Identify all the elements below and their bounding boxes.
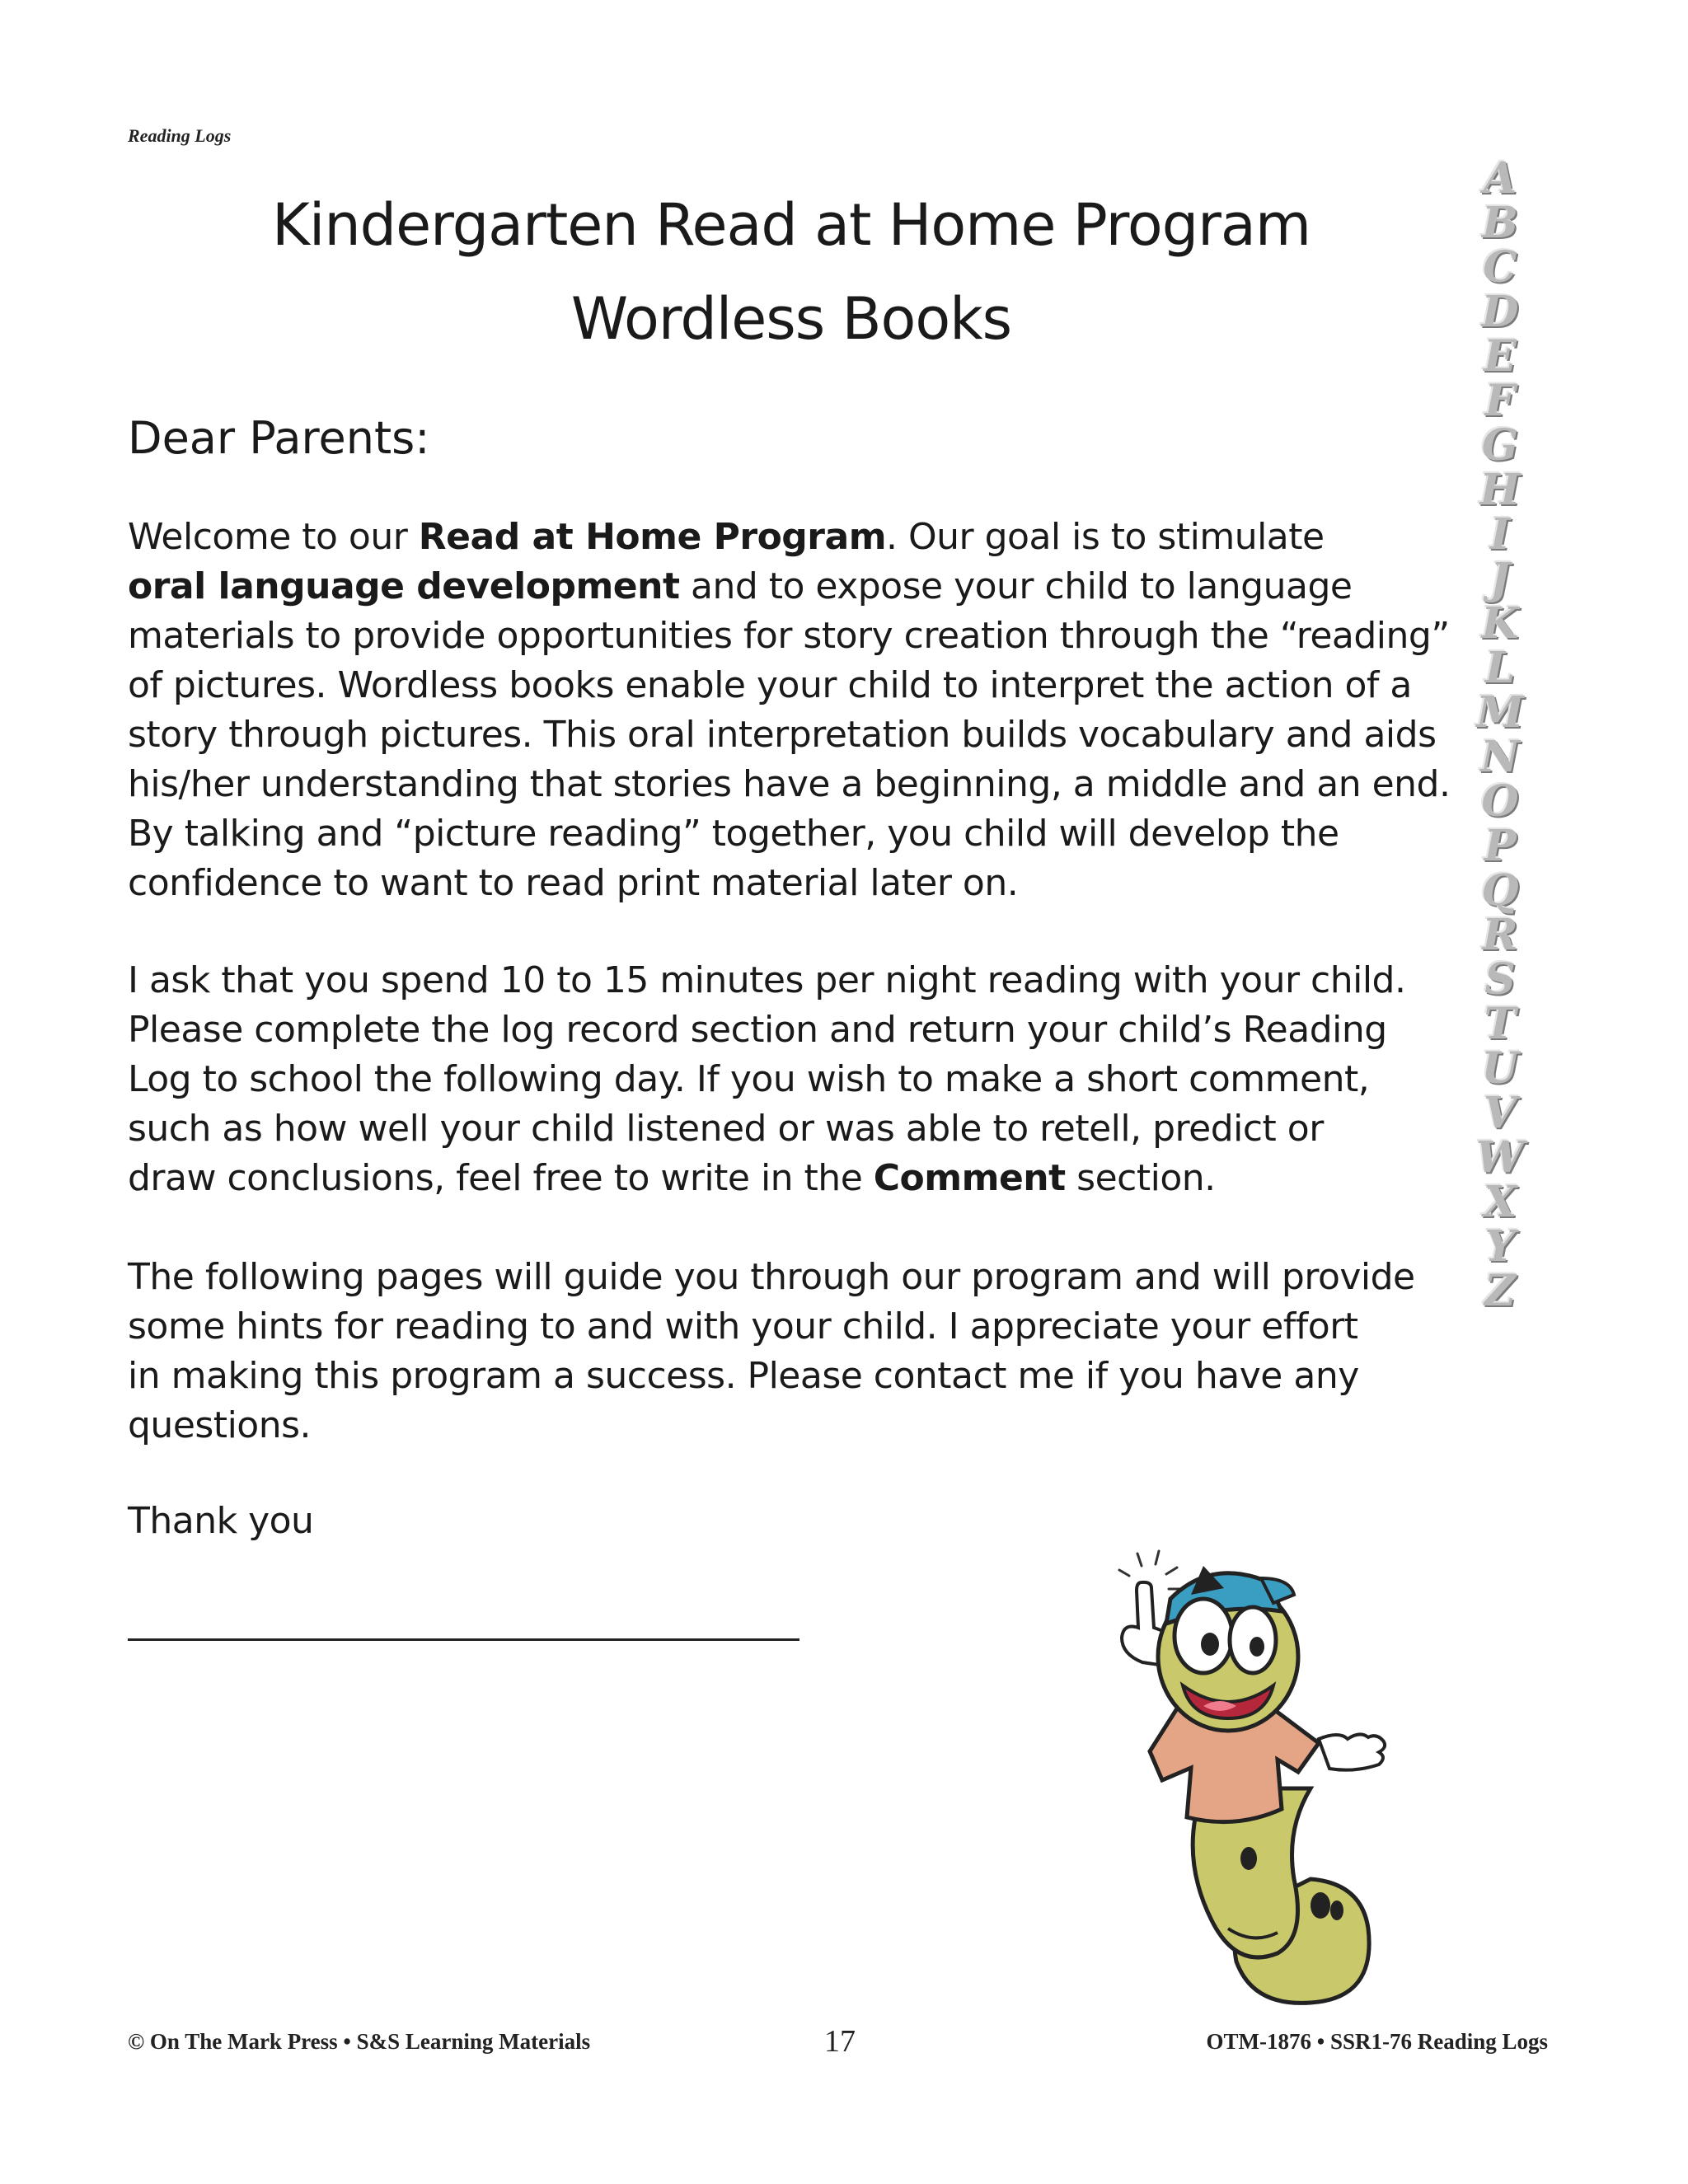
paragraph-2 xyxy=(128,956,1463,1203)
text-line xyxy=(128,859,1463,908)
alphabet-letter: R xyxy=(1482,910,1518,960)
text-line xyxy=(128,1154,1463,1203)
alphabet-letter: E xyxy=(1484,331,1517,382)
alphabet-letter: F xyxy=(1484,376,1516,426)
alphabet-letter: O xyxy=(1481,776,1519,827)
text-segment: his/her understanding that stories have a beginning, a middle and an end. xyxy=(128,763,1451,805)
bold-text: Comment xyxy=(873,1157,1066,1199)
text-segment: confidence to want to read print material later on. xyxy=(128,862,1019,904)
alphabet-letter: Q xyxy=(1481,865,1519,916)
text-line xyxy=(128,1302,1463,1352)
alphabet-letter: I xyxy=(1489,509,1511,560)
text-segment: Log to school the following day. If you wish to make a short comment, xyxy=(128,1058,1370,1100)
text-segment: section. xyxy=(1065,1157,1216,1199)
text-segment: questions. xyxy=(128,1404,312,1446)
alphabet-letter: K xyxy=(1481,598,1519,649)
text-line xyxy=(128,809,1463,859)
alphabet-letter: W xyxy=(1475,1132,1525,1183)
page-number: 17 xyxy=(824,2024,856,2059)
text-segment: Welcome to our xyxy=(128,516,419,558)
alphabet-letter: X xyxy=(1483,1177,1517,1227)
text-segment: Please complete the log record section and return your child’s Reading xyxy=(128,1009,1387,1051)
alphabet-letter: J xyxy=(1489,554,1511,604)
paragraph-1 xyxy=(128,513,1463,908)
text-line xyxy=(128,1253,1463,1302)
alphabet-letter: Z xyxy=(1484,1266,1516,1316)
bold-text: oral language development xyxy=(128,565,680,607)
footer-publisher: © On The Mark Press • S&S Learning Materials xyxy=(128,2029,591,2054)
alphabet-letter: A xyxy=(1483,153,1517,204)
text-segment: some hints for reading to and with your child. I appreciate your effort xyxy=(128,1305,1358,1347)
text-line xyxy=(128,1104,1463,1154)
text-line xyxy=(128,661,1463,710)
text-line xyxy=(128,1005,1463,1055)
alphabet-letter: N xyxy=(1480,732,1520,782)
footer-product-code: OTM-1876 • SSR1-76 Reading Logs xyxy=(1206,2029,1548,2054)
alphabet-letter: T xyxy=(1484,999,1517,1049)
page-title: Kindergarten Read at Home Program xyxy=(271,191,1311,259)
closing: Thank you xyxy=(128,1500,314,1542)
text-segment: in making this program a success. Please contact me if you have any xyxy=(128,1355,1359,1397)
text-segment: By talking and “picture reading” together, you child will develop the xyxy=(128,813,1339,855)
alphabet-letter: V xyxy=(1483,1088,1517,1138)
text-segment: story through pictures. This oral interpretation builds vocabulary and aids xyxy=(128,714,1437,756)
text-line xyxy=(128,1401,1463,1451)
alphabet-letter: Y xyxy=(1484,1221,1516,1272)
salutation: Dear Parents: xyxy=(128,412,430,464)
alphabet-letter: M xyxy=(1476,687,1524,738)
text-line xyxy=(128,513,1463,562)
text-segment: The following pages will guide you through our program and will provide xyxy=(128,1256,1415,1298)
alphabet-letter: H xyxy=(1479,465,1521,515)
alphabet-letter: L xyxy=(1484,643,1516,693)
alphabet-letter: B xyxy=(1482,198,1518,248)
alphabet-letter: P xyxy=(1484,821,1517,871)
alphabet-letter: G xyxy=(1481,420,1519,471)
text-line xyxy=(128,760,1463,809)
text-line xyxy=(128,710,1463,760)
alphabet-letter: U xyxy=(1481,1043,1519,1094)
text-line xyxy=(128,1352,1463,1401)
text-segment: draw conclusions, feel free to write in the xyxy=(128,1157,874,1199)
alphabet-letter: D xyxy=(1481,287,1519,337)
text-segment: materials to provide opportunities for story creation through the “reading” xyxy=(128,615,1450,657)
text-line xyxy=(128,1055,1463,1104)
text-segment: of pictures. Wordless books enable your child to interpret the action of a xyxy=(128,664,1412,706)
section-label: Reading Logs xyxy=(128,125,232,146)
alphabet-column xyxy=(1475,153,1525,1316)
text-segment: I ask that you spend 10 to 15 minutes per night reading with your child. xyxy=(128,959,1406,1001)
text-segment: . Our goal is to stimulate xyxy=(886,516,1325,558)
paragraph-3 xyxy=(128,1253,1463,1451)
text-line xyxy=(128,956,1463,1005)
bold-text: Read at Home Program xyxy=(418,516,887,558)
signature-line xyxy=(128,1638,799,1641)
alphabet-letter: S xyxy=(1484,954,1516,1005)
text-line xyxy=(128,612,1463,661)
text-line xyxy=(128,562,1463,612)
text-segment: such as how well your child listened or was able to retell, predict or xyxy=(128,1108,1324,1150)
bookworm-mascot-icon xyxy=(1104,1541,1451,2019)
text-segment: and to expose your child to language xyxy=(679,565,1353,607)
page-subtitle: Wordless Books xyxy=(570,285,1012,353)
alphabet-letter: C xyxy=(1483,242,1517,293)
